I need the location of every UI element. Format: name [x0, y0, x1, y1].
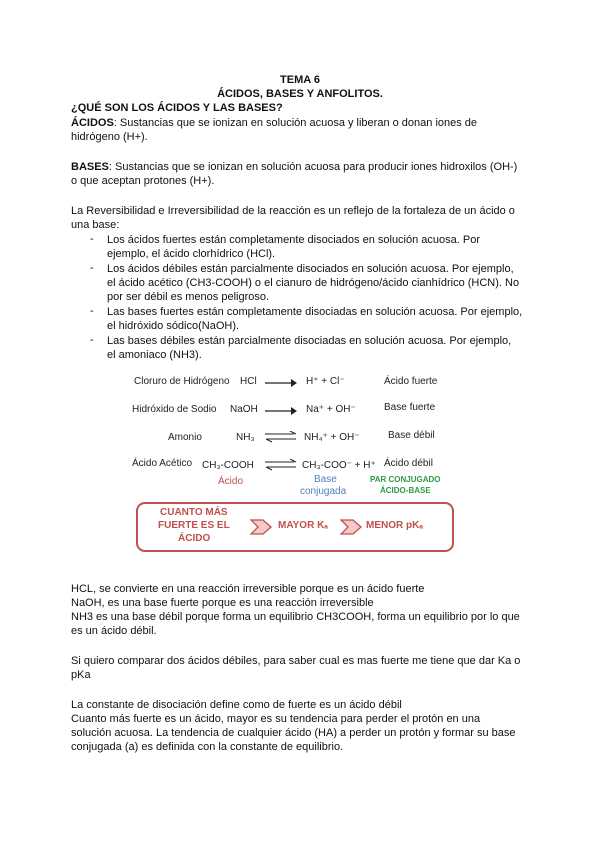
- bullet-4-line-1: Las bases débiles están parcialmente disociadas en solución acuosa. Por ejemplo,: [107, 335, 512, 347]
- paragraph-strength-3: conjugada (a) es definida con la constante de equilibrio.: [71, 741, 344, 753]
- bullet-dash: -: [90, 305, 94, 317]
- conjugate-base-label-1: Base: [314, 474, 337, 485]
- callout-line-1: CUANTO MÁS: [160, 507, 228, 518]
- chevron-right-icon: [340, 518, 362, 536]
- paragraph-strength-2: solución acuosa. La tendencia de cualquier ácido (HA) a perder un protón y formar su base: [71, 727, 516, 739]
- bullet-4-line-2: el amoniaco (NH3).: [107, 349, 202, 361]
- row-3-formula: NH₃: [236, 432, 255, 443]
- bullet-dash: -: [90, 262, 94, 274]
- row-2-name: Hidróxido de Sodio: [132, 404, 217, 415]
- row-4-name: Ácido Acético: [132, 458, 193, 469]
- bullet-3-line-1: Las bases fuertes están completamente disociadas en solución acuosa. Por ejemplo,: [107, 306, 523, 318]
- bases-definition: [71, 160, 517, 175]
- bases-text: : Sustancias que se ionizan en solución acuosa para producir iones hidroxilos (OH-): [108, 161, 518, 173]
- conjugate-pair-label-1: PAR CONJUGADO: [370, 475, 441, 484]
- bases-label: BASES: [71, 161, 109, 173]
- strength-callout: [136, 502, 454, 552]
- row-3-type: Base débil: [388, 430, 435, 441]
- row-4-type: Ácido débil: [384, 458, 433, 469]
- paragraph-naoh: NaOH, es una base fuerte porque es una reacción irreversible: [71, 597, 374, 609]
- intro-line-2: una base:: [71, 219, 120, 231]
- equilibrium-arrow-icon: [264, 431, 298, 443]
- bullet-dash: -: [90, 334, 94, 346]
- chevron-right-icon: [250, 518, 272, 536]
- acidos-text-2: hidrógeno (H+).: [71, 131, 148, 143]
- row-3-products: NH₄⁺ + OH⁻: [304, 432, 360, 443]
- bases-text-2: o que aceptan protones (H+).: [71, 175, 215, 187]
- row-2-products: Na⁺ + OH⁻: [306, 404, 356, 415]
- row-2-type: Base fuerte: [384, 402, 436, 413]
- row-4-products: CH₃-COO⁻ + H⁺: [302, 460, 376, 471]
- callout-line-3: ÁCIDO: [178, 533, 211, 544]
- acid-label: Ácido: [218, 476, 244, 487]
- paragraph-strength-1: Cuanto más fuerte es un ácido, mayor es su tendencia para perder el protón en una: [71, 713, 481, 725]
- acidos-text: : Sustancias que se ionizan en solución acuosa y liberan o donan iones de: [113, 117, 478, 129]
- bullet-2-line-3: por ser débil es menos peligroso.: [107, 291, 270, 303]
- callout-line-2: FUERTE ES EL: [158, 520, 230, 531]
- bullet-dash: -: [90, 233, 94, 245]
- bullet-1-line-1: Los ácidos fuertes están completamente disociados en solución acuosa. Por: [107, 234, 480, 246]
- conjugate-pair-label-2: ÁCIDO-BASE: [380, 486, 431, 495]
- intro-line-1: La Reversibilidad e Irreversibilidad de la reacción es un reflejo de la fortaleza de un ácido o: [71, 205, 515, 217]
- row-4-formula: CH₃-COOH: [202, 460, 254, 471]
- row-2-formula: NaOH: [230, 404, 258, 415]
- tema-title: TEMA 6: [280, 74, 320, 86]
- row-1-products: H⁺ + Cl⁻: [306, 376, 345, 387]
- paragraph-nh3-2: es un ácido débil.: [71, 625, 157, 637]
- bullet-2-line-2: el ácido acético (CH3-COOH) o el cianuro de hidrógeno/ácido cianhídrico (HCN). No: [107, 277, 520, 289]
- paragraph-compare-2: pKa: [71, 669, 91, 681]
- row-1-name: Cloruro de Hidrógeno: [134, 376, 230, 387]
- paragraph-constant: La constante de disociación define como de fuerte es un ácido débil: [71, 699, 402, 711]
- acid-base-figure: [118, 366, 468, 562]
- bullet-3-line-2: el hidróxido sódico(NaOH).: [107, 320, 240, 332]
- callout-higher-ka: MAYOR Kₐ: [278, 520, 329, 531]
- row-1-type: Ácido fuerte: [384, 376, 438, 387]
- tema-subtitle: ÁCIDOS, BASES Y ANFOLITOS.: [217, 88, 383, 100]
- forward-arrow-icon: [264, 406, 298, 416]
- paragraph-nh3-1: NH3 es una base débil porque forma un equilibrio CH3COOH, forma un equilibrio por lo que: [71, 611, 520, 623]
- paragraph-compare-1: Si quiero comparar dos ácidos débiles, para saber cual es mas fuerte me tiene que dar Ka o: [71, 655, 521, 667]
- section-title: ¿QUÉ SON LOS ÁCIDOS Y LAS BASES?: [71, 102, 283, 114]
- paragraph-hcl: HCL, se convierte en una reacción irreversible porque es un ácido fuerte: [71, 583, 425, 595]
- row-3-name: Amonio: [168, 432, 202, 443]
- callout-lower-pka: MENOR pKₐ: [366, 520, 424, 531]
- row-1-formula: HCl: [240, 376, 257, 387]
- acidos-definition: [71, 116, 477, 131]
- forward-arrow-icon: [264, 378, 298, 388]
- acidos-label: ÁCIDOS: [71, 117, 114, 129]
- conjugate-base-label-2: conjugada: [300, 486, 347, 497]
- bullet-1-line-2: ejemplo, el ácido clorhídrico (HCl).: [107, 248, 276, 260]
- bullet-2-line-1: Los ácidos débiles están parcialmente disociados en solución acuosa. Por ejemplo,: [107, 263, 514, 275]
- equilibrium-arrow-icon: [264, 459, 298, 471]
